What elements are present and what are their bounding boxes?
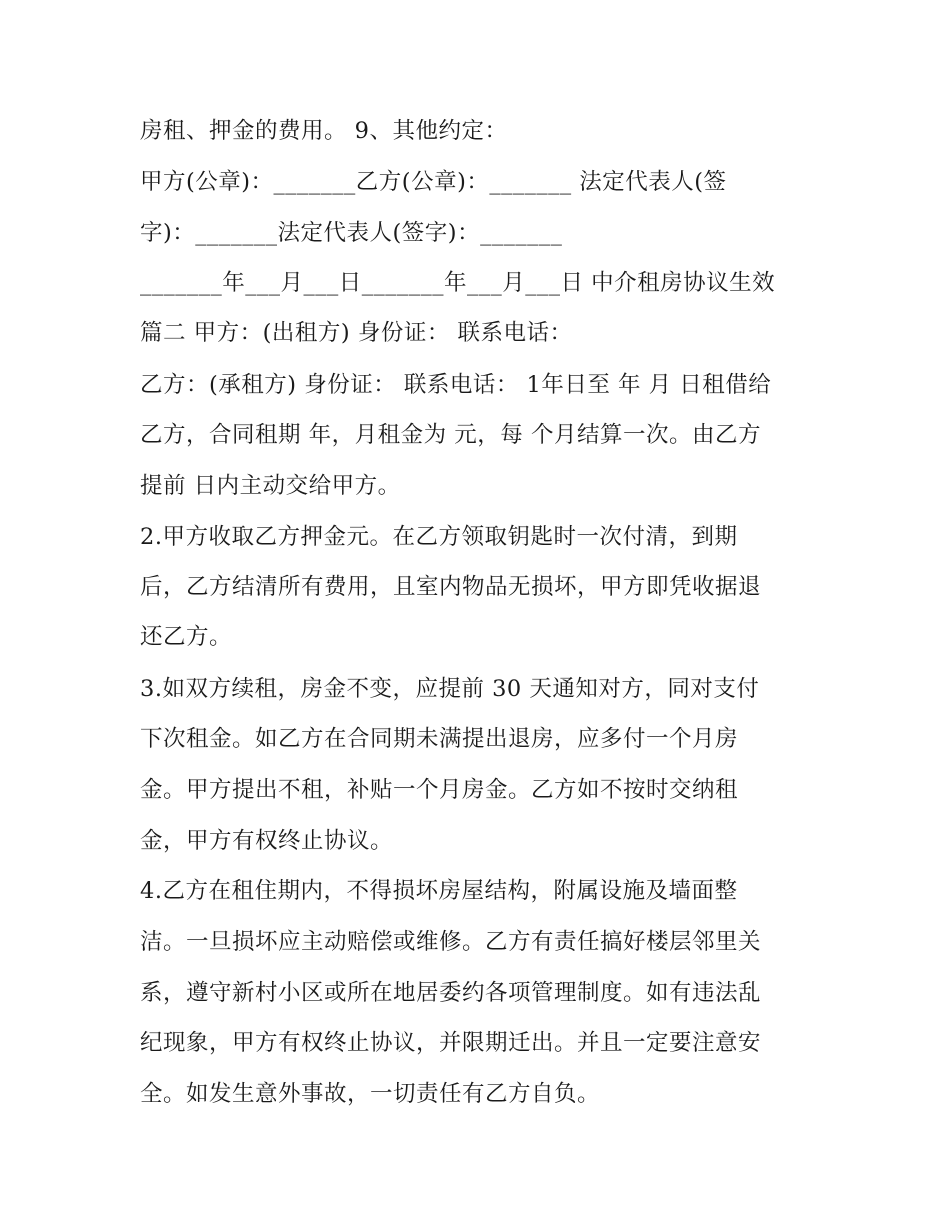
text-line: 甲方(公章)：_______乙方(公章)：_______ 法定代表人(签 — [140, 169, 727, 195]
text-line: 金。甲方提出不租，补贴一个月房金。乙方如不按时交纳租 — [140, 777, 739, 803]
text-line: 2.甲方收取乙方押金元。在乙方领取钥匙时一次付清，到期 — [140, 524, 738, 550]
text-line: 提前 日内主动交给甲方。 — [140, 473, 401, 499]
text-line: 4.乙方在租住期内，不得损坏房屋结构，附属设施及墙面整 — [140, 878, 738, 904]
text-line: 纪现象，甲方有权终止协议，并限期迁出。并且一定要注意安 — [140, 1030, 762, 1056]
text-line: 3.如双方续租，房金不变，应提前 30 天通知对方，同对支付 — [140, 676, 760, 702]
text-line: 洁。一旦损坏应主动赔偿或维修。乙方有责任搞好楼层邻里关 — [140, 929, 762, 955]
text-line: 下次租金。如乙方在合同期未满提出退房，应多付一个月房 — [140, 726, 739, 752]
text-line: _______年___月___日_______年___月___日 中介租房协议生效 — [140, 270, 776, 296]
text-line: 金，甲方有权终止协议。 — [140, 828, 394, 854]
text-line: 全。如发生意外事故，一切责任有乙方自负。 — [140, 1081, 601, 1107]
text-line: 篇二 甲方：(出租方) 身份证： 联系电话： — [140, 320, 573, 346]
text-line: 系，遵守新村小区或所在地居委约各项管理制度。如有违法乱 — [140, 980, 762, 1006]
text-line: 字)：_______法定代表人(签字)：_______ — [140, 220, 563, 246]
text-line: 乙方，合同租期 年，月租金为 元，每 个月结算一次。由乙方 — [140, 422, 761, 448]
text-line: 还乙方。 — [140, 624, 233, 650]
text-line: 后，乙方结清所有费用，且室内物品无损坏，甲方即凭收据退 — [140, 574, 762, 600]
text-line: 房租、押金的费用。 9、其他约定： — [140, 118, 508, 144]
text-line: 乙方：(承租方) 身份证： 联系电话： 1年日至 年 月 日租借给 — [140, 372, 772, 398]
